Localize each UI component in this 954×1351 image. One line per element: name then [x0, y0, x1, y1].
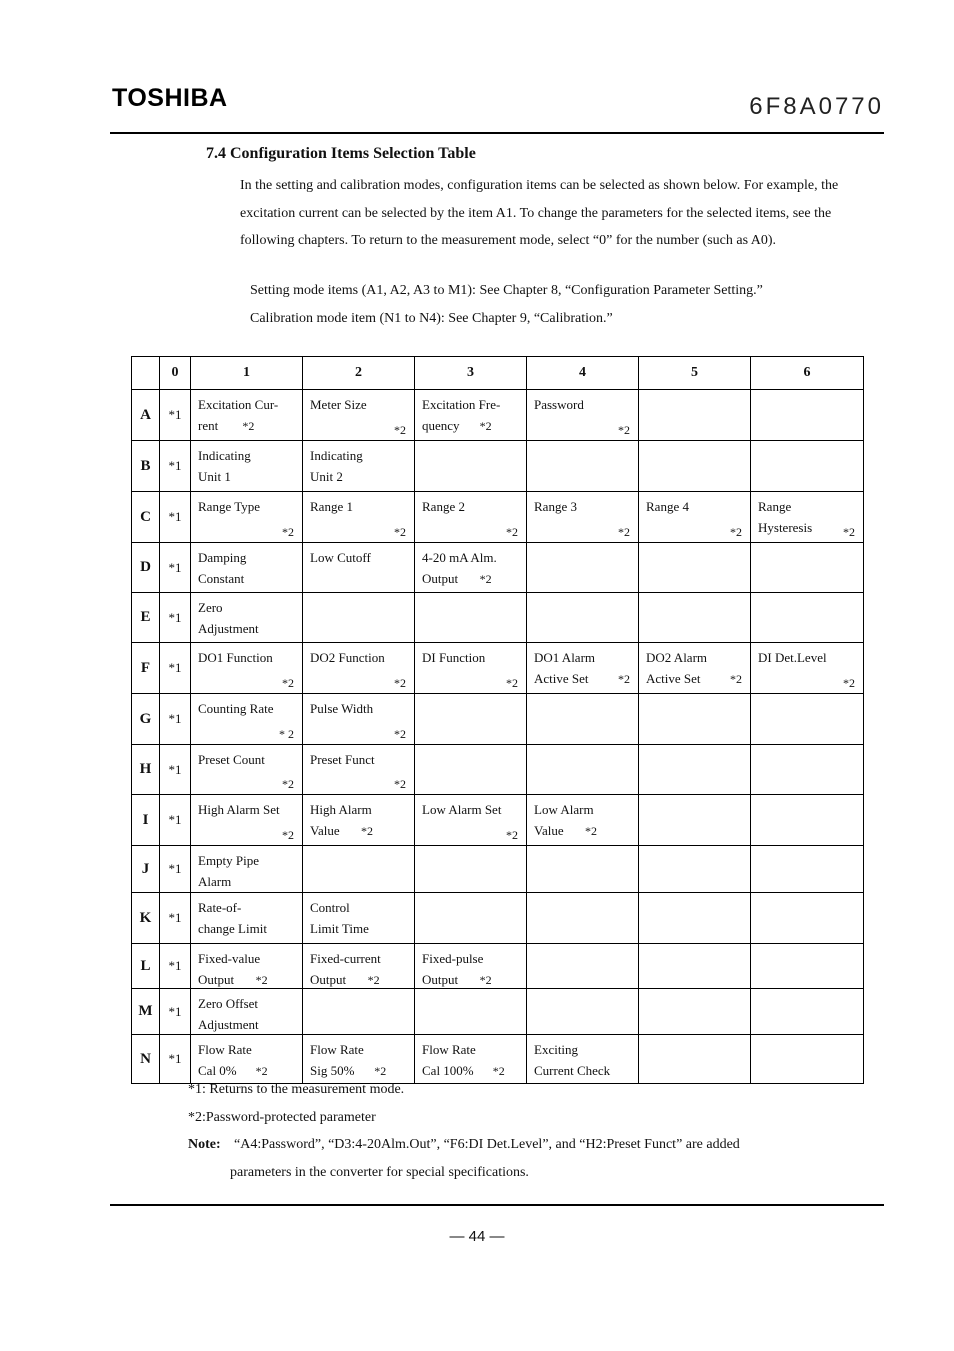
- table-cell: [639, 441, 751, 492]
- cell-text-line-2: Output: [310, 972, 347, 987]
- row-label: M: [132, 989, 160, 1035]
- row-label: A: [132, 390, 160, 441]
- table-cell: [639, 643, 751, 694]
- table-cell: [751, 989, 864, 1035]
- table-cell: [639, 543, 751, 593]
- cell-text-line-1: Preset Count: [198, 752, 265, 767]
- marker-holder: [238, 1061, 298, 1081]
- marker-holder: [712, 669, 746, 689]
- table-row: [132, 492, 864, 543]
- password-protected-marker: *2: [479, 419, 492, 433]
- password-protected-marker: *2: [255, 973, 268, 987]
- table-cell: [303, 1035, 415, 1084]
- password-protected-marker: *2: [374, 1064, 387, 1078]
- table-cell: [639, 390, 751, 441]
- cell-text-line-2: Constant: [198, 571, 245, 586]
- cell-text-line-1: Zero Offset: [198, 996, 259, 1011]
- table-cell: [191, 643, 303, 694]
- cell-text-line-2: rent: [198, 418, 219, 433]
- cell-text-line-2: Alarm: [198, 874, 232, 889]
- password-protected-marker: *2: [492, 1064, 505, 1078]
- cell-text-line-2: Cal 100%: [422, 1063, 474, 1078]
- table-cell: [303, 944, 415, 989]
- table-cell: [303, 846, 415, 893]
- cell-text-line-1: Password: [534, 397, 584, 412]
- return-marker-cell: *1: [160, 543, 191, 593]
- table-cell: [191, 694, 303, 745]
- table-cell: [639, 989, 751, 1035]
- password-protected-marker: *2: [282, 777, 294, 791]
- column-header: 2: [303, 357, 415, 390]
- table-cell: [751, 846, 864, 893]
- cell-text-line-1: Exciting: [534, 1042, 579, 1057]
- table-cell: [527, 989, 639, 1035]
- marker-holder: [462, 569, 522, 589]
- password-protected-marker: *2: [730, 672, 742, 686]
- cell-text-line-1: Low Alarm: [534, 802, 594, 817]
- configuration-items-table: [131, 356, 864, 1084]
- table-cell: [415, 694, 527, 745]
- cell-text-line-1: Pulse Width: [310, 701, 374, 716]
- cell-text-line-2: change Limit: [198, 921, 267, 936]
- row-label: L: [132, 944, 160, 989]
- column-header: 0: [160, 357, 191, 390]
- cell-text-line-1: Range 1: [310, 499, 353, 514]
- return-marker-cell: *1: [160, 492, 191, 543]
- return-marker-cell: *1: [160, 1035, 191, 1084]
- table-cell: [415, 846, 527, 893]
- column-header: 4: [527, 357, 639, 390]
- cell-text-line-2: Cal 0%: [198, 1063, 237, 1078]
- cell-text-line-1: DI Det.Level: [758, 650, 827, 665]
- cell-text-line-1: High Alarm Set: [198, 802, 280, 817]
- row-label: D: [132, 543, 160, 593]
- table-cell: [751, 492, 864, 543]
- cell-text-line-2: Active Set: [646, 671, 701, 686]
- table-row: [132, 694, 864, 745]
- cell-text-line-1: DO1 Function: [198, 650, 273, 665]
- table-cell: [527, 944, 639, 989]
- cell-text-line-1: Indicating: [310, 448, 363, 463]
- cell-text-line-1: DO2 Function: [310, 650, 385, 665]
- row-label: F: [132, 643, 160, 694]
- table-cell: [415, 593, 527, 643]
- table-row: [132, 846, 864, 893]
- marker-holder: [567, 821, 634, 841]
- password-protected-marker: * 2: [279, 727, 294, 741]
- cell-text-line-2: Adjustment: [198, 1017, 259, 1032]
- table-cell: [303, 989, 415, 1035]
- cell-text-line-1: Zero: [198, 600, 223, 615]
- table-cell: [303, 543, 415, 593]
- cell-text-line-2: Unit 2: [310, 469, 343, 484]
- password-protected-marker: *2: [585, 824, 597, 838]
- table-cell: [191, 745, 303, 795]
- cell-text-line-2: Sig 50%: [310, 1063, 355, 1078]
- table-cell: [415, 1035, 527, 1084]
- table-cell: [751, 441, 864, 492]
- password-protected-marker: *2: [282, 828, 294, 842]
- table-cell: [751, 593, 864, 643]
- note-text-continued: parameters in the converter for special specifications.: [230, 1165, 529, 1180]
- table-cell: [639, 745, 751, 795]
- marker-holder: [462, 970, 522, 990]
- marker-holder: [475, 1061, 522, 1081]
- table-cell: [303, 795, 415, 846]
- table-cell: [751, 745, 864, 795]
- table-cell: [191, 846, 303, 893]
- cell-text-line-2: Adjustment: [198, 621, 259, 636]
- cell-text-line-1: Control: [310, 900, 350, 915]
- table-cell: [639, 1035, 751, 1084]
- marker-holder: [356, 1061, 410, 1081]
- setting-mode-line: Setting mode items (A1, A2, A3 to M1): See Chapter 8, “Configuration Parameter Setting.”: [250, 283, 763, 298]
- table-header-row: [132, 357, 864, 390]
- table-cell: [751, 694, 864, 745]
- table-row: [132, 543, 864, 593]
- table-cell: [303, 593, 415, 643]
- table-cell: [303, 390, 415, 441]
- cell-text-line-1: Flow Rate: [310, 1042, 364, 1057]
- table-cell: [527, 795, 639, 846]
- table-cell: [527, 745, 639, 795]
- return-marker-cell: *1: [160, 694, 191, 745]
- return-marker-cell: *1: [160, 745, 191, 795]
- table-cell: [303, 643, 415, 694]
- cell-text-line-1: Range 2: [422, 499, 465, 514]
- table-cell: [527, 893, 639, 944]
- password-protected-marker: *2: [242, 419, 255, 433]
- company-logo: TOSHIBA: [112, 84, 228, 112]
- marker-holder: [238, 970, 298, 990]
- cell-text-line-1: DO2 Alarm: [646, 650, 708, 665]
- password-protected-marker: *2: [506, 676, 518, 690]
- table-cell: [191, 944, 303, 989]
- cell-text-line-1: Counting Rate: [198, 701, 274, 716]
- row-label: H: [132, 745, 160, 795]
- cell-text-line-1: Fixed-pulse: [422, 951, 484, 966]
- calibration-mode-line: Calibration mode item (N1 to N4): See Chapter 9, “Calibration.”: [250, 311, 613, 326]
- table-cell: [415, 441, 527, 492]
- table-cell: [527, 846, 639, 893]
- row-label: G: [132, 694, 160, 745]
- row-label: E: [132, 593, 160, 643]
- password-protected-marker: *2: [479, 572, 492, 586]
- table-cell: [751, 390, 864, 441]
- cell-text-line-2: Unit 1: [198, 469, 231, 484]
- return-marker-cell: *1: [160, 390, 191, 441]
- table-cell: [751, 795, 864, 846]
- password-protected-marker: *2: [394, 525, 406, 539]
- return-marker-cell: *1: [160, 944, 191, 989]
- document-number: 6F8A0770: [749, 93, 884, 120]
- password-protected-marker: *2: [618, 423, 630, 437]
- column-header: 1: [191, 357, 303, 390]
- table-cell: [191, 390, 303, 441]
- table-cell: [751, 944, 864, 989]
- password-protected-marker: *2: [394, 423, 406, 437]
- table-cell: [527, 441, 639, 492]
- table-cell: [415, 543, 527, 593]
- table-cell: [639, 893, 751, 944]
- table-row: [132, 593, 864, 643]
- cell-text-line-1: Empty Pipe: [198, 853, 260, 868]
- table-cell: [527, 492, 639, 543]
- password-protected-marker: *2: [394, 777, 406, 791]
- table-row: [132, 944, 864, 989]
- table-cell: [527, 1035, 639, 1084]
- table-row: [132, 390, 864, 441]
- cell-text-line-1: Range Type: [198, 499, 261, 514]
- cell-text-line-1: Flow Rate: [198, 1042, 252, 1057]
- marker-holder: [462, 416, 522, 436]
- password-protected-marker: *2: [479, 973, 492, 987]
- row-label: N: [132, 1035, 160, 1084]
- table-cell: [639, 944, 751, 989]
- table-cell: [751, 1035, 864, 1084]
- cell-text-line-1: High Alarm: [310, 802, 372, 817]
- page-number: — 44 —: [449, 1228, 505, 1245]
- cell-text-line-2: Output: [422, 972, 459, 987]
- table-cell: [191, 989, 303, 1035]
- cell-text-line-1: DI Function: [422, 650, 486, 665]
- password-protected-marker: *2: [394, 676, 406, 690]
- table-cell: [303, 492, 415, 543]
- password-protected-marker: *2: [367, 973, 380, 987]
- intro-paragraph: In the setting and calibration modes, configuration items can be selected as shown below. For example, the excitation current can be selected by the item A1. To change the parameters for the selected items, see the following chapters. To return to the measurement mode, select “0” for the number (such as A0).: [240, 178, 839, 248]
- password-protected-marker: *2: [506, 525, 518, 539]
- table-cell: [527, 643, 639, 694]
- cell-text-line-1: Rate-of-: [198, 900, 242, 915]
- cell-text-line-2: Value: [310, 823, 340, 838]
- table-cell: [415, 745, 527, 795]
- cell-text-line-1: Range 3: [534, 499, 577, 514]
- return-marker-cell: *1: [160, 846, 191, 893]
- footnote-2: *2:Password-protected parameter: [188, 1110, 376, 1125]
- cell-text-line-2: Limit Time: [310, 921, 369, 936]
- cell-text-line-1: Flow Rate: [422, 1042, 476, 1057]
- password-protected-marker: *2: [843, 525, 855, 539]
- password-protected-marker: *2: [394, 727, 406, 741]
- cell-text-line-2: Hysteresis: [758, 520, 813, 535]
- cell-text-line-1: DO1 Alarm: [534, 650, 596, 665]
- cell-text-line-1: Preset Funct: [310, 752, 375, 767]
- marker-holder: [224, 416, 298, 436]
- row-label: J: [132, 846, 160, 893]
- row-label: C: [132, 492, 160, 543]
- cell-text-line-2: Value: [534, 823, 564, 838]
- table-cell: [639, 694, 751, 745]
- column-header: 6: [751, 357, 864, 390]
- password-protected-marker: *2: [282, 676, 294, 690]
- table-cell: [191, 441, 303, 492]
- password-protected-marker: *2: [282, 525, 294, 539]
- password-protected-marker: *2: [843, 676, 855, 690]
- cell-text-line-1: Fixed-current: [310, 951, 381, 966]
- table-cell: [303, 745, 415, 795]
- row-label: K: [132, 893, 160, 944]
- footnote-1: *1: Returns to the measurement mode.: [188, 1082, 405, 1097]
- cell-text-line-2: Current Check: [534, 1063, 611, 1078]
- table-cell: [415, 989, 527, 1035]
- password-protected-marker: *2: [618, 672, 630, 686]
- password-protected-marker: *2: [730, 525, 742, 539]
- column-header: 3: [415, 357, 527, 390]
- return-marker-cell: *1: [160, 893, 191, 944]
- table-row: [132, 643, 864, 694]
- table-cell: [751, 643, 864, 694]
- section-title: 7.4 Configuration Items Selection Table: [206, 145, 476, 162]
- cell-text-line-1: Indicating: [198, 448, 251, 463]
- table-cell: [751, 543, 864, 593]
- note-text: “A4:Password”, “D3:4-20Alm.Out”, “F6:DI Det.Level”, and “H2:Preset Funct” are added: [234, 1137, 740, 1152]
- table-row: [132, 795, 864, 846]
- table-cell: [191, 492, 303, 543]
- marker-holder: [343, 821, 410, 841]
- table-cell: [191, 543, 303, 593]
- cell-text-line-2: quency: [422, 418, 460, 433]
- return-marker-cell: *1: [160, 795, 191, 846]
- table-cell: [639, 492, 751, 543]
- table-cell: [415, 390, 527, 441]
- column-header: 5: [639, 357, 751, 390]
- table-cell: [527, 543, 639, 593]
- return-marker-cell: *1: [160, 643, 191, 694]
- password-protected-marker: *2: [255, 1064, 268, 1078]
- cell-text-line-1: Meter Size: [310, 397, 367, 412]
- table-cell: [303, 893, 415, 944]
- table-row: [132, 441, 864, 492]
- table-cell: [527, 593, 639, 643]
- marker-holder: [350, 970, 410, 990]
- table-cell: [415, 643, 527, 694]
- table-row: [132, 1035, 864, 1084]
- table-cell: [751, 893, 864, 944]
- note-label: Note:: [188, 1137, 221, 1152]
- corner-cell: [132, 357, 160, 390]
- cell-text-line-1: Fixed-value: [198, 951, 261, 966]
- cell-text-line-2: Output: [198, 972, 235, 987]
- table-row: [132, 989, 864, 1035]
- table-cell: [415, 944, 527, 989]
- table-cell: [191, 893, 303, 944]
- table-cell: [191, 1035, 303, 1084]
- table-cell: [303, 441, 415, 492]
- password-protected-marker: *2: [361, 824, 373, 838]
- marker-holder: [600, 669, 634, 689]
- table-cell: [415, 492, 527, 543]
- header-rule: [110, 132, 884, 134]
- table-cell: [527, 390, 639, 441]
- cell-text-line-1: Range 4: [646, 499, 689, 514]
- table-cell: [415, 795, 527, 846]
- table-row: [132, 893, 864, 944]
- cell-text-line-1: Damping: [198, 550, 247, 565]
- row-label: B: [132, 441, 160, 492]
- cell-text-line-2: Output: [422, 571, 459, 586]
- password-protected-marker: *2: [618, 525, 630, 539]
- table-cell: [527, 694, 639, 745]
- table-row: [132, 745, 864, 795]
- return-marker-cell: *1: [160, 989, 191, 1035]
- table-cell: [191, 593, 303, 643]
- cell-text-line-1: 4-20 mA Alm.: [422, 550, 497, 565]
- row-label: I: [132, 795, 160, 846]
- table-cell: [639, 795, 751, 846]
- cell-text-line-1: Range: [758, 499, 792, 514]
- footer-rule: [110, 1204, 884, 1206]
- cell-text-line-1: Low Cutoff: [310, 550, 371, 565]
- cell-text-line-1: Excitation Cur-: [198, 397, 279, 412]
- return-marker-cell: *1: [160, 441, 191, 492]
- table-cell: [415, 893, 527, 944]
- cell-text-line-1: Low Alarm Set: [422, 802, 502, 817]
- table-cell: [191, 795, 303, 846]
- table-cell: [639, 593, 751, 643]
- table-cell: [639, 846, 751, 893]
- return-marker-cell: *1: [160, 593, 191, 643]
- password-protected-marker: *2: [506, 828, 518, 842]
- table-cell: [303, 694, 415, 745]
- cell-text-line-2: Active Set: [534, 671, 589, 686]
- cell-text-line-1: Excitation Fre-: [422, 397, 501, 412]
